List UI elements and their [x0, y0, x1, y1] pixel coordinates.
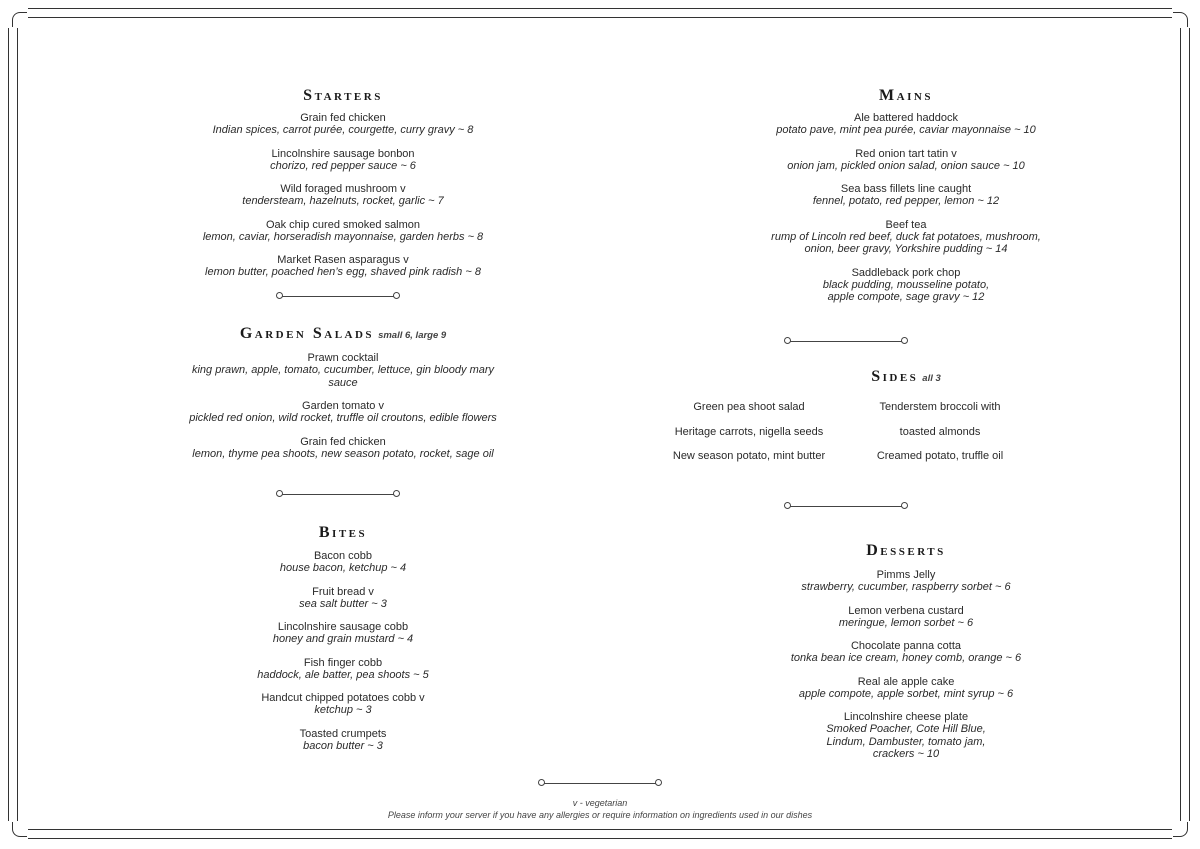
item-name: Grain fed chicken — [300, 112, 386, 124]
sides-section — [690, 367, 1122, 389]
menu-item — [178, 254, 508, 279]
menu-item — [178, 586, 508, 611]
item-desc: chorizo, red pepper sauce ~ 6 — [270, 159, 416, 172]
side-item: toasted almonds — [899, 426, 981, 438]
item-desc: lemon butter, poached hen’s egg, shaved pink radish ~ 8 — [205, 266, 481, 278]
item-name: Lincolnshire sausage cobb — [277, 621, 409, 633]
item-name: Pimms Jelly — [876, 569, 936, 581]
menu-item — [690, 569, 1122, 594]
item-name: Grain fed chicken — [300, 435, 386, 448]
menu-item — [178, 550, 508, 575]
sides-title-text: Sides — [871, 368, 919, 385]
item-name: Fruit bread v — [312, 585, 374, 598]
item-name: Lincolnshire sausage bonbon — [271, 147, 415, 160]
item-name: Ale battered haddock — [854, 112, 958, 124]
mains-section — [690, 86, 1122, 304]
item-name: Toasted crumpets — [299, 727, 387, 740]
divider — [276, 292, 400, 300]
menu-item — [178, 728, 508, 753]
desserts-section — [690, 541, 1122, 761]
corner-ornament — [1172, 6, 1194, 28]
menu-item — [178, 183, 508, 208]
item-desc: black pudding, mousseline potato, apple compote, sage gravy ~ 12 — [822, 278, 990, 303]
item-desc: apple compote, apple sorbet, mint syrup ~ 6 — [798, 687, 1014, 700]
sides-price-note: all 3 — [922, 373, 941, 384]
item-name: Chocolate panna cotta — [850, 640, 962, 652]
item-desc: meringue, lemon sorbet ~ 6 — [838, 616, 974, 629]
side-item: Heritage carrots, nigella seeds — [674, 426, 824, 438]
divider — [784, 502, 908, 510]
corner-ornament — [1172, 821, 1194, 843]
item-name: Bacon cobb — [313, 550, 373, 562]
menu-item — [690, 112, 1122, 137]
garden-salads-price-note: small 6, large 9 — [378, 330, 447, 341]
side-item: Creamed potato, truffle oil — [876, 450, 1004, 462]
item-desc: bacon butter ~ 3 — [303, 739, 383, 752]
menu-item — [690, 640, 1122, 665]
item-name: Prawn cocktail — [307, 352, 379, 364]
item-name: Red onion tart tatin v — [855, 147, 957, 160]
item-name: Lemon verbena custard — [848, 604, 964, 617]
divider — [276, 490, 400, 498]
menu-item — [178, 148, 508, 173]
menu-item — [178, 400, 508, 425]
item-name: Real ale apple cake — [857, 675, 955, 688]
item-desc: ketchup ~ 3 — [314, 704, 372, 716]
sides-title — [690, 367, 1122, 389]
item-desc: honey and grain mustard ~ 4 — [272, 633, 414, 645]
item-desc: lemon, thyme pea shoots, new season potato, rocket, sage oil — [192, 447, 494, 460]
item-desc: tonka bean ice cream, honey comb, orange ~ 6 — [790, 652, 1022, 664]
menu-item — [690, 605, 1122, 630]
item-name: Beef tea — [885, 218, 927, 231]
menu-item — [178, 621, 508, 646]
footer — [300, 797, 900, 821]
menu-item — [690, 183, 1122, 208]
side-item: Tenderstem broccoli with — [879, 401, 1001, 413]
menu-item — [178, 436, 508, 461]
item-name: Wild foraged mushroom v — [280, 183, 406, 195]
item-desc: potato pave, mint pea purée, caviar mayonnaise ~ 10 — [776, 124, 1036, 136]
item-desc: rump of Lincoln red beef, duck fat potatoes, mushroom, onion, beer gravy, Yorkshire pudding ~ 14 — [771, 230, 1041, 255]
item-name: Fish finger cobb — [303, 656, 383, 669]
item-desc: haddock, ale batter, pea shoots ~ 5 — [257, 668, 429, 681]
item-desc: sea salt butter ~ 3 — [299, 597, 387, 610]
desserts-title: Desserts — [866, 542, 946, 559]
menu-item — [690, 148, 1122, 173]
starters-title: Starters — [303, 87, 383, 104]
corner-ornament — [6, 6, 28, 28]
garden-salads-section — [178, 324, 508, 460]
item-desc: strawberry, cucumber, raspberry sorbet ~ 6 — [801, 581, 1011, 593]
item-name: Sea bass fillets line caught — [840, 183, 972, 195]
item-desc: onion jam, pickled onion salad, onion sauce ~ 10 — [787, 159, 1025, 172]
allergy-notice: Please inform your server if you have any allergies or require information on ingredients used in our dishes — [387, 810, 813, 820]
mains-title: Mains — [879, 87, 933, 104]
item-desc: house bacon, ketchup ~ 4 — [279, 562, 407, 574]
item-name: Lincolnshire cheese plate — [843, 711, 969, 723]
item-name: Oak chip cured smoked salmon — [265, 218, 421, 231]
item-desc: fennel, potato, red pepper, lemon ~ 12 — [812, 195, 1000, 207]
item-desc: king prawn, apple, tomato, cucumber, lettuce, gin bloody mary sauce — [191, 364, 495, 389]
menu-item — [690, 219, 1122, 256]
item-name: Saddleback pork chop — [851, 266, 961, 279]
sides-list — [660, 401, 1030, 471]
side-item: New season potato, mint butter — [672, 450, 826, 462]
menu-item — [690, 676, 1122, 701]
side-item: Green pea shoot salad — [693, 401, 805, 413]
item-name: Market Rasen asparagus v — [277, 254, 409, 266]
menu-item — [690, 711, 1122, 761]
garden-salads-title — [178, 324, 508, 346]
item-desc: Smoked Poacher, Cote Hill Blue, Lindum, Dambuster, tomato jam, crackers ~ 10 — [826, 723, 986, 760]
corner-ornament — [6, 821, 28, 843]
item-name: Garden tomato v — [302, 400, 384, 412]
starters-section — [178, 86, 508, 279]
vegetarian-legend: v - vegetarian — [572, 798, 628, 808]
menu-item — [178, 692, 508, 717]
item-desc: pickled red onion, wild rocket, truffle oil croutons, edible flowers — [189, 412, 497, 424]
menu-item — [690, 267, 1122, 304]
item-desc: Indian spices, carrot purée, courgette, curry gravy ~ 8 — [212, 124, 474, 136]
divider — [784, 337, 908, 345]
item-desc: tendersteam, hazelnuts, rocket, garlic ~ 7 — [242, 195, 444, 207]
garden-salads-title-text: Garden Salads — [239, 325, 375, 342]
menu-item — [178, 352, 508, 389]
item-desc: lemon, caviar, horseradish mayonnaise, garden herbs ~ 8 — [202, 230, 484, 243]
bites-title: Bites — [318, 524, 368, 541]
menu-item — [178, 219, 508, 244]
menu-item — [178, 112, 508, 137]
menu-item — [178, 657, 508, 682]
bites-section — [178, 523, 508, 752]
item-name: Handcut chipped potatoes cobb v — [261, 692, 425, 704]
divider — [538, 779, 662, 787]
